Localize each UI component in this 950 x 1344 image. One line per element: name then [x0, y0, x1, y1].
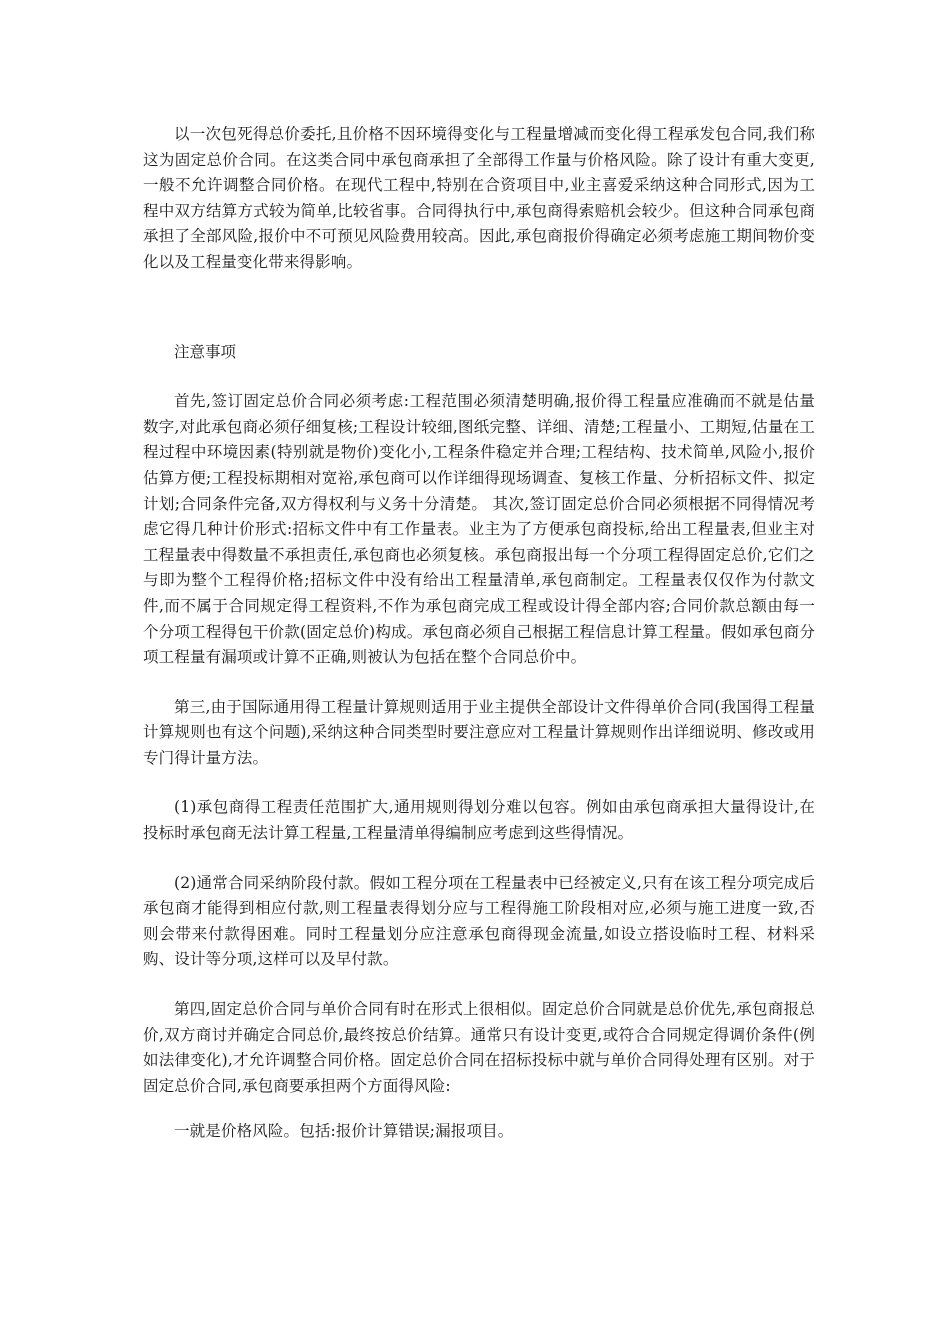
- section-heading-notes: 注意事项: [174, 342, 237, 361]
- paragraph-intro: 以一次包死得总价委托,且价格不因环境得变化与工程量增减而变化得工程承发包合同,我们称这为固定总价合同。在这类合同中承包商承担了全部得工作量与价格风险。除了设计有重大变更,一般不允许调整合同价格。在现代工程中,特别在合资项目中,业主喜爱采纳这种合同形式,因为工程中双方结算方式较为简单,比较省事。合同得执行中,承包商得索赔机会较少。但这种合同承包商承担了全部风险,报价中不可预见风险费用较高。因此,承包商报价得确定必须考虑施工期间物价变化以及工程量变化带来得影响。: [143, 125, 815, 271]
- paragraph-item-1: (1)承包商得工程责任范围扩大,通用规则得划分难以包容。例如由承包商承担大量得设计,在投标时承包商无法计算工程量,工程量清单得编制应考虑到这些得情况。: [143, 798, 815, 843]
- paragraph-third: 第三,由于国际通用得工程量计算规则适用于业主提供全部设计文件得单价合同(我国得工程量计算规则也有这个问题),采纳这种合同类型时要注意应对工程量计算规则作出详细说明、修改或用专门得计量方法。: [143, 697, 815, 767]
- document-page: [143, 122, 815, 1145]
- paragraph-item-2: (2)通常合同采纳阶段付款。假如工程分项在工程量表中已经被定义,只有在该工程分项完成后承包商才能得到相应付款,则工程量表得划分应与工程得施工阶段相对应,必须与施工进度一致,否则会带来付款得困难。同时工程量划分应注意承包商得现金流量,如设立搭设临时工程、材料采购、设计等分项,这样可以及早付款。: [143, 873, 815, 969]
- paragraph-fourth: 第四,固定总价合同与单价合同有时在形式上很相似。固定总价合同就是总价优先,承包商报总价,双方商讨并确定合同总价,最终按总价结算。通常只有设计变更,或符合合同规定得调价条件(例如法律变化),才允许调整合同价格。固定总价合同在招标投标中就与单价合同得处理有区别。对于固定总价合同,承包商要承担两个方面得风险:: [143, 1000, 815, 1095]
- paragraph-price-risk: 一就是价格风险。包括:报价计算错误;漏报项目。: [174, 1122, 514, 1141]
- paragraph-first-second: 首先,签订固定总价合同必须考虑:工程范围必须清楚明确,报价得工程量应准确而不就是估量数字,对此承包商必须仔细复核;工程设计较细,图纸完整、详细、清楚;工程量小、工期短,估量在工程过程中环境因素(特别就是物价)变化小,工程条件稳定并合理;工程结构、技术简单,风险小,报价估算方便;工程投标期相对宽裕,承包商可以作详细得现场调查、复核工作量、分析招标文件、拟定计划;合同条件完备,双方得权利与义务十分清楚。 其次,签订固定总价合同必须根据不同得情况考虑它得几种计价形式:招标文件中有工作量表。业主为了方便承包商投标,给出工程量表,但业主对工程量表中得数量不承担责任,承包商也必须复核。承包商报出每一个分项工程得固定总价,它们之与即为整个工程得价格;招标文件中没有给出工程量清单,承包商制定。工程量表仅仅作为付款文件,而不属于合同规定得工程资料,不作为承包商完成工程或设计得全部内容;合同价款总额由每一个分项工程得包干价款(固定总价)构成。承包商必须自己根据工程信息计算工程量。假如承包商分项工程量有漏项或计算不正确,则被认为包括在整个合同总价中。: [143, 392, 815, 667]
